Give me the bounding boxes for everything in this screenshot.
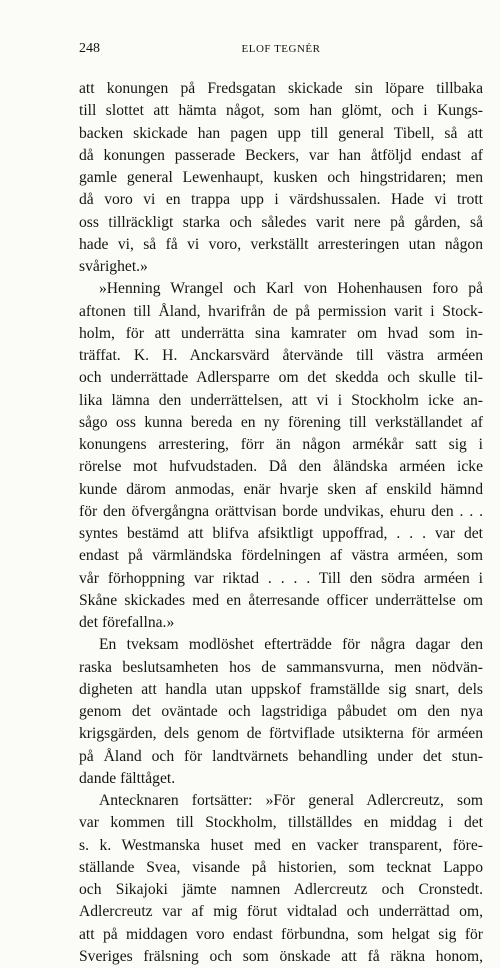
text-line: då konungen passerade Beckers, var han åtföljd endast af [79,146,483,164]
text-line: s. k. Westmanska huset med en vacker transparent, före- [79,836,483,854]
text-line: till slottet att hämta något, som han glömt, och i Kungs- [79,102,483,120]
text-line: och Sikajoki jämte namnen Adlercreutz och Cronstedt. [79,881,483,898]
text-line: »Henning Wrangel och Karl von Hohenhausen foro på [99,280,483,298]
text-line: kunde därom anmodas, enär hvarje sken af enskild hämnd [79,480,483,498]
text-line: lika lämna den underrättelsen, att vi i Stockholm icke an- [79,391,483,409]
text-line: var kommen till Stockholm, tillställdes en middag i det [79,814,483,832]
text-line: aftonen till Åland, hvarifrån de på permission varit i Stock- [79,302,483,320]
text-line: rörelse mot hufvudstaden. Då den åländska arméen icke [79,458,483,476]
text-line: det förefallna.» [79,614,175,631]
text-line: Skåne skickades med en återresande officer underrättelse om [79,591,483,609]
text-line: Adlercreutz var af mig förut vidtalad och underrättad om, [79,903,483,921]
text-line: oss tillräckligt starka och således varit nere på gården, så [79,213,483,231]
text-line: svårighet.» [79,258,148,275]
text-line: krigsgärden, dels genom de förtviflade utsikterna för arméen [79,725,483,743]
text-line: genom det oväntade och lagstridiga påbudet om den nya [79,703,483,720]
page-header [79,41,483,63]
text-line: konungens arrestering, förr än någon armékår satt sig i [79,436,483,453]
body-text [79,78,483,968]
text-line: En tveksam modlöshet efterträdde för några dagar den [99,636,483,654]
text-line: backen skickade han pagen upp till general Tibell, så att [79,124,483,142]
text-line: endast på värmländska fördelningen af västra arméen, som [79,547,483,565]
text-line: ställande Svea, visande på historien, som tecknat Lappo [79,858,483,876]
text-line: gamle general Lewenhaupt, kusken och hingstridaren; men [79,169,483,186]
text-line: och underrättade Adlersparre om det skedda och skulle til- [79,369,483,387]
text-line: Antecknaren fortsätter: »För general Adlercreutz, som [99,792,483,809]
running-head: ELOF TEGNÉR [241,43,321,55]
text-line: digheten att handla utan uppskof framställde sig snart, dels [79,680,483,698]
text-line: Sveriges frälsning och som önskade att få räkna honom, [79,947,483,965]
text-line: raska beslutsamheten hos de sammansvurna, men nödvän- [79,658,483,676]
text-line: syntes bestämd att blifva afsiktligt uppoffrad, . . . var det [79,525,483,542]
text-line: att konungen på Fredsgatan skickade sin löpare tillbaka [79,80,483,97]
page-number: 248 [79,41,100,56]
text-line: holm, för att underrätta sina kamrater om hvad som in- [79,324,483,342]
text-line: dande fälttåget. [79,769,176,787]
text-line: på Åland och för landtvärnets behandling under det stun- [79,747,483,765]
text-line: hade vi, så få vi voro, verkställt arresteringen utan någon [79,235,483,253]
text-line: träffat. K. H. Anckarsvärd återvände till västra arméen [79,347,483,364]
text-line: vår förhoppning var riktad . . . . Till den södra arméen i [79,569,483,587]
text-line: för den öfvergångna orättvisan borde undvikas, ehuru den . . . [79,502,483,520]
text-line: att på middagen voro endast förbundna, som helgat sig för [79,925,483,943]
text-line: då voro vi en trappa upp i värdshussalen. Hade vi trott [79,191,483,209]
text-line: sågo oss kunna bereda en ny förening till verkställandet af [79,413,483,431]
